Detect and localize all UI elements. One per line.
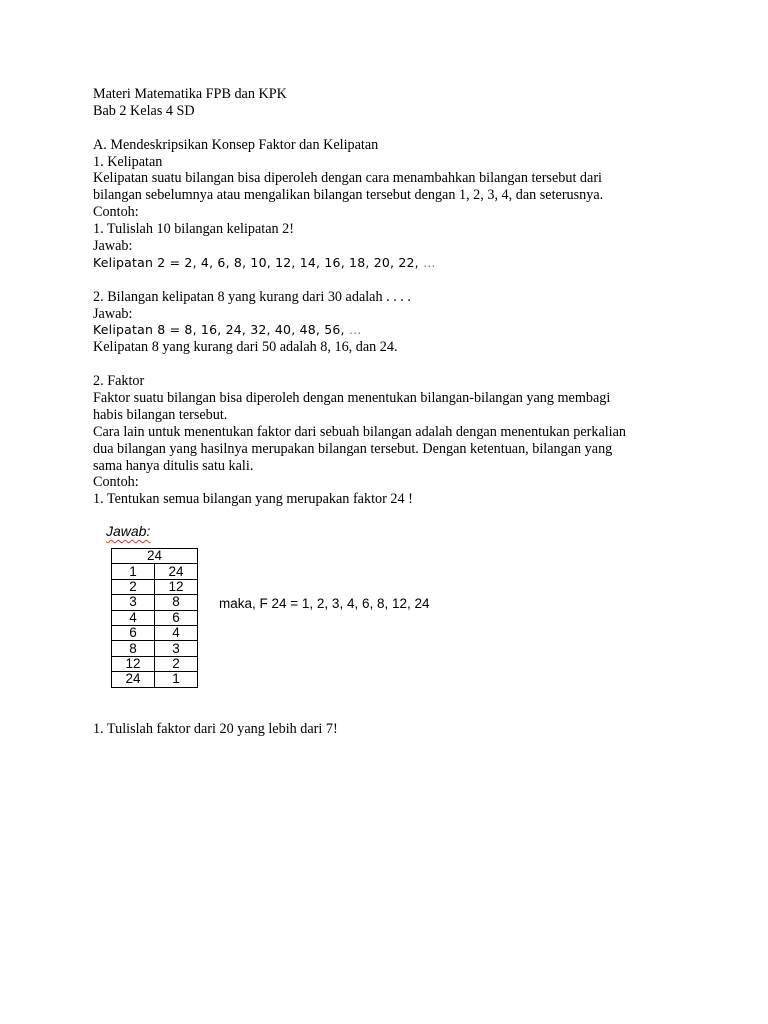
doc-title: Materi Matematika FPB dan KPK [93, 86, 287, 102]
example-1-answer-text: Kelipatan 2 = 2, 4, 6, 8, 10, 12, 14, 16, 18, 20, 22, [93, 254, 419, 270]
table-cell: 2 [155, 656, 198, 671]
table-cell: 12 [155, 579, 198, 594]
faktor-desc-5: sama hanya ditulis satu kali. [93, 457, 254, 474]
section-a-heading: A. Mendeskripsikan Konsep Faktor dan Kelipatan [93, 136, 379, 153]
faktor-desc-1: Faktor suatu bilangan bisa diperoleh dengan menentukan bilangan-bilangan yang membagi [93, 390, 611, 407]
table-row [112, 595, 198, 610]
table-cell: 4 [112, 610, 155, 625]
table-cell: 3 [112, 595, 155, 610]
table-row [112, 656, 198, 671]
factor-result: maka, F 24 = 1, 2, 3, 4, 6, 8, 12, 24 [219, 596, 430, 611]
example-2-jawab: Jawab: [93, 305, 133, 322]
table-row [112, 641, 198, 656]
table-cell: 2 [112, 579, 155, 594]
example-1-answer [93, 255, 693, 272]
example-1-jawab: Jawab: [93, 238, 133, 255]
figure-jawab-label: Jawab: [106, 523, 151, 539]
table-cell: 6 [155, 610, 198, 625]
example-2-conclusion: Kelipatan 8 yang kurang dari 50 adalah 8, 16, dan 24. [93, 339, 398, 356]
table-row [112, 610, 198, 625]
ellipsis: … [423, 254, 436, 270]
kelipatan-desc-2: bilangan sebelumnya atau mengalikan bilangan tersebut dengan 1, 2, 3, 4, dan seterusnya. [93, 187, 604, 204]
factor-table [111, 548, 198, 688]
factor-table-header: 24 [112, 549, 198, 564]
faktor-desc-3: Cara lain untuk menentukan faktor dari sebuah bilangan adalah dengan menentukan perkalian [93, 423, 627, 440]
ellipsis: … [348, 322, 362, 338]
table-row [112, 579, 198, 594]
faktor-heading: 2. Faktor [93, 373, 145, 390]
table-cell: 24 [155, 564, 198, 579]
table-cell: 8 [155, 595, 198, 610]
table-cell: 1 [155, 672, 198, 687]
factor-figure [104, 522, 484, 702]
table-cell: 4 [155, 625, 198, 640]
table-cell: 1 [112, 564, 155, 579]
table-cell: 6 [112, 625, 155, 640]
document-body [93, 86, 693, 508]
faktor-contoh: Contoh: [93, 474, 139, 491]
kelipatan-heading: 1. Kelipatan [93, 153, 163, 170]
table-cell: 12 [112, 656, 155, 671]
kelipatan-contoh: Contoh: [93, 204, 139, 221]
table-row [112, 564, 198, 579]
table-cell: 8 [112, 641, 155, 656]
example-2-answer-text: Kelipatan 8 = 8, 16, 24, 32, 40, 48, 56, [93, 322, 345, 338]
table-row [112, 672, 198, 687]
example-2-answer [93, 322, 693, 339]
kelipatan-desc-1: Kelipatan suatu bilangan bisa diperoleh dengan cara menambahkan bilangan tersebut dari [93, 170, 602, 187]
table-cell: 24 [112, 672, 155, 687]
faktor-desc-4: dua bilangan yang hasilnya merupakan bilangan tersebut. Dengan ketentuan, bilangan yang [93, 440, 613, 457]
table-row [112, 625, 198, 640]
example-1-question: 1. Tulislah 10 bilangan kelipatan 2! [93, 221, 294, 238]
doc-subtitle: Bab 2 Kelas 4 SD [93, 102, 195, 119]
table-cell: 3 [155, 641, 198, 656]
exercise-question: 1. Tulislah faktor dari 20 yang lebih dari 7! [93, 721, 338, 737]
factor-table-header-row [112, 549, 198, 564]
example-2-question: 2. Bilangan kelipatan 8 yang kurang dari 30 adalah . . . . [93, 288, 411, 305]
faktor-desc-2: habis bilangan tersebut. [93, 406, 228, 423]
faktor-example-question: 1. Tentukan semua bilangan yang merupakan faktor 24 ! [93, 491, 413, 508]
